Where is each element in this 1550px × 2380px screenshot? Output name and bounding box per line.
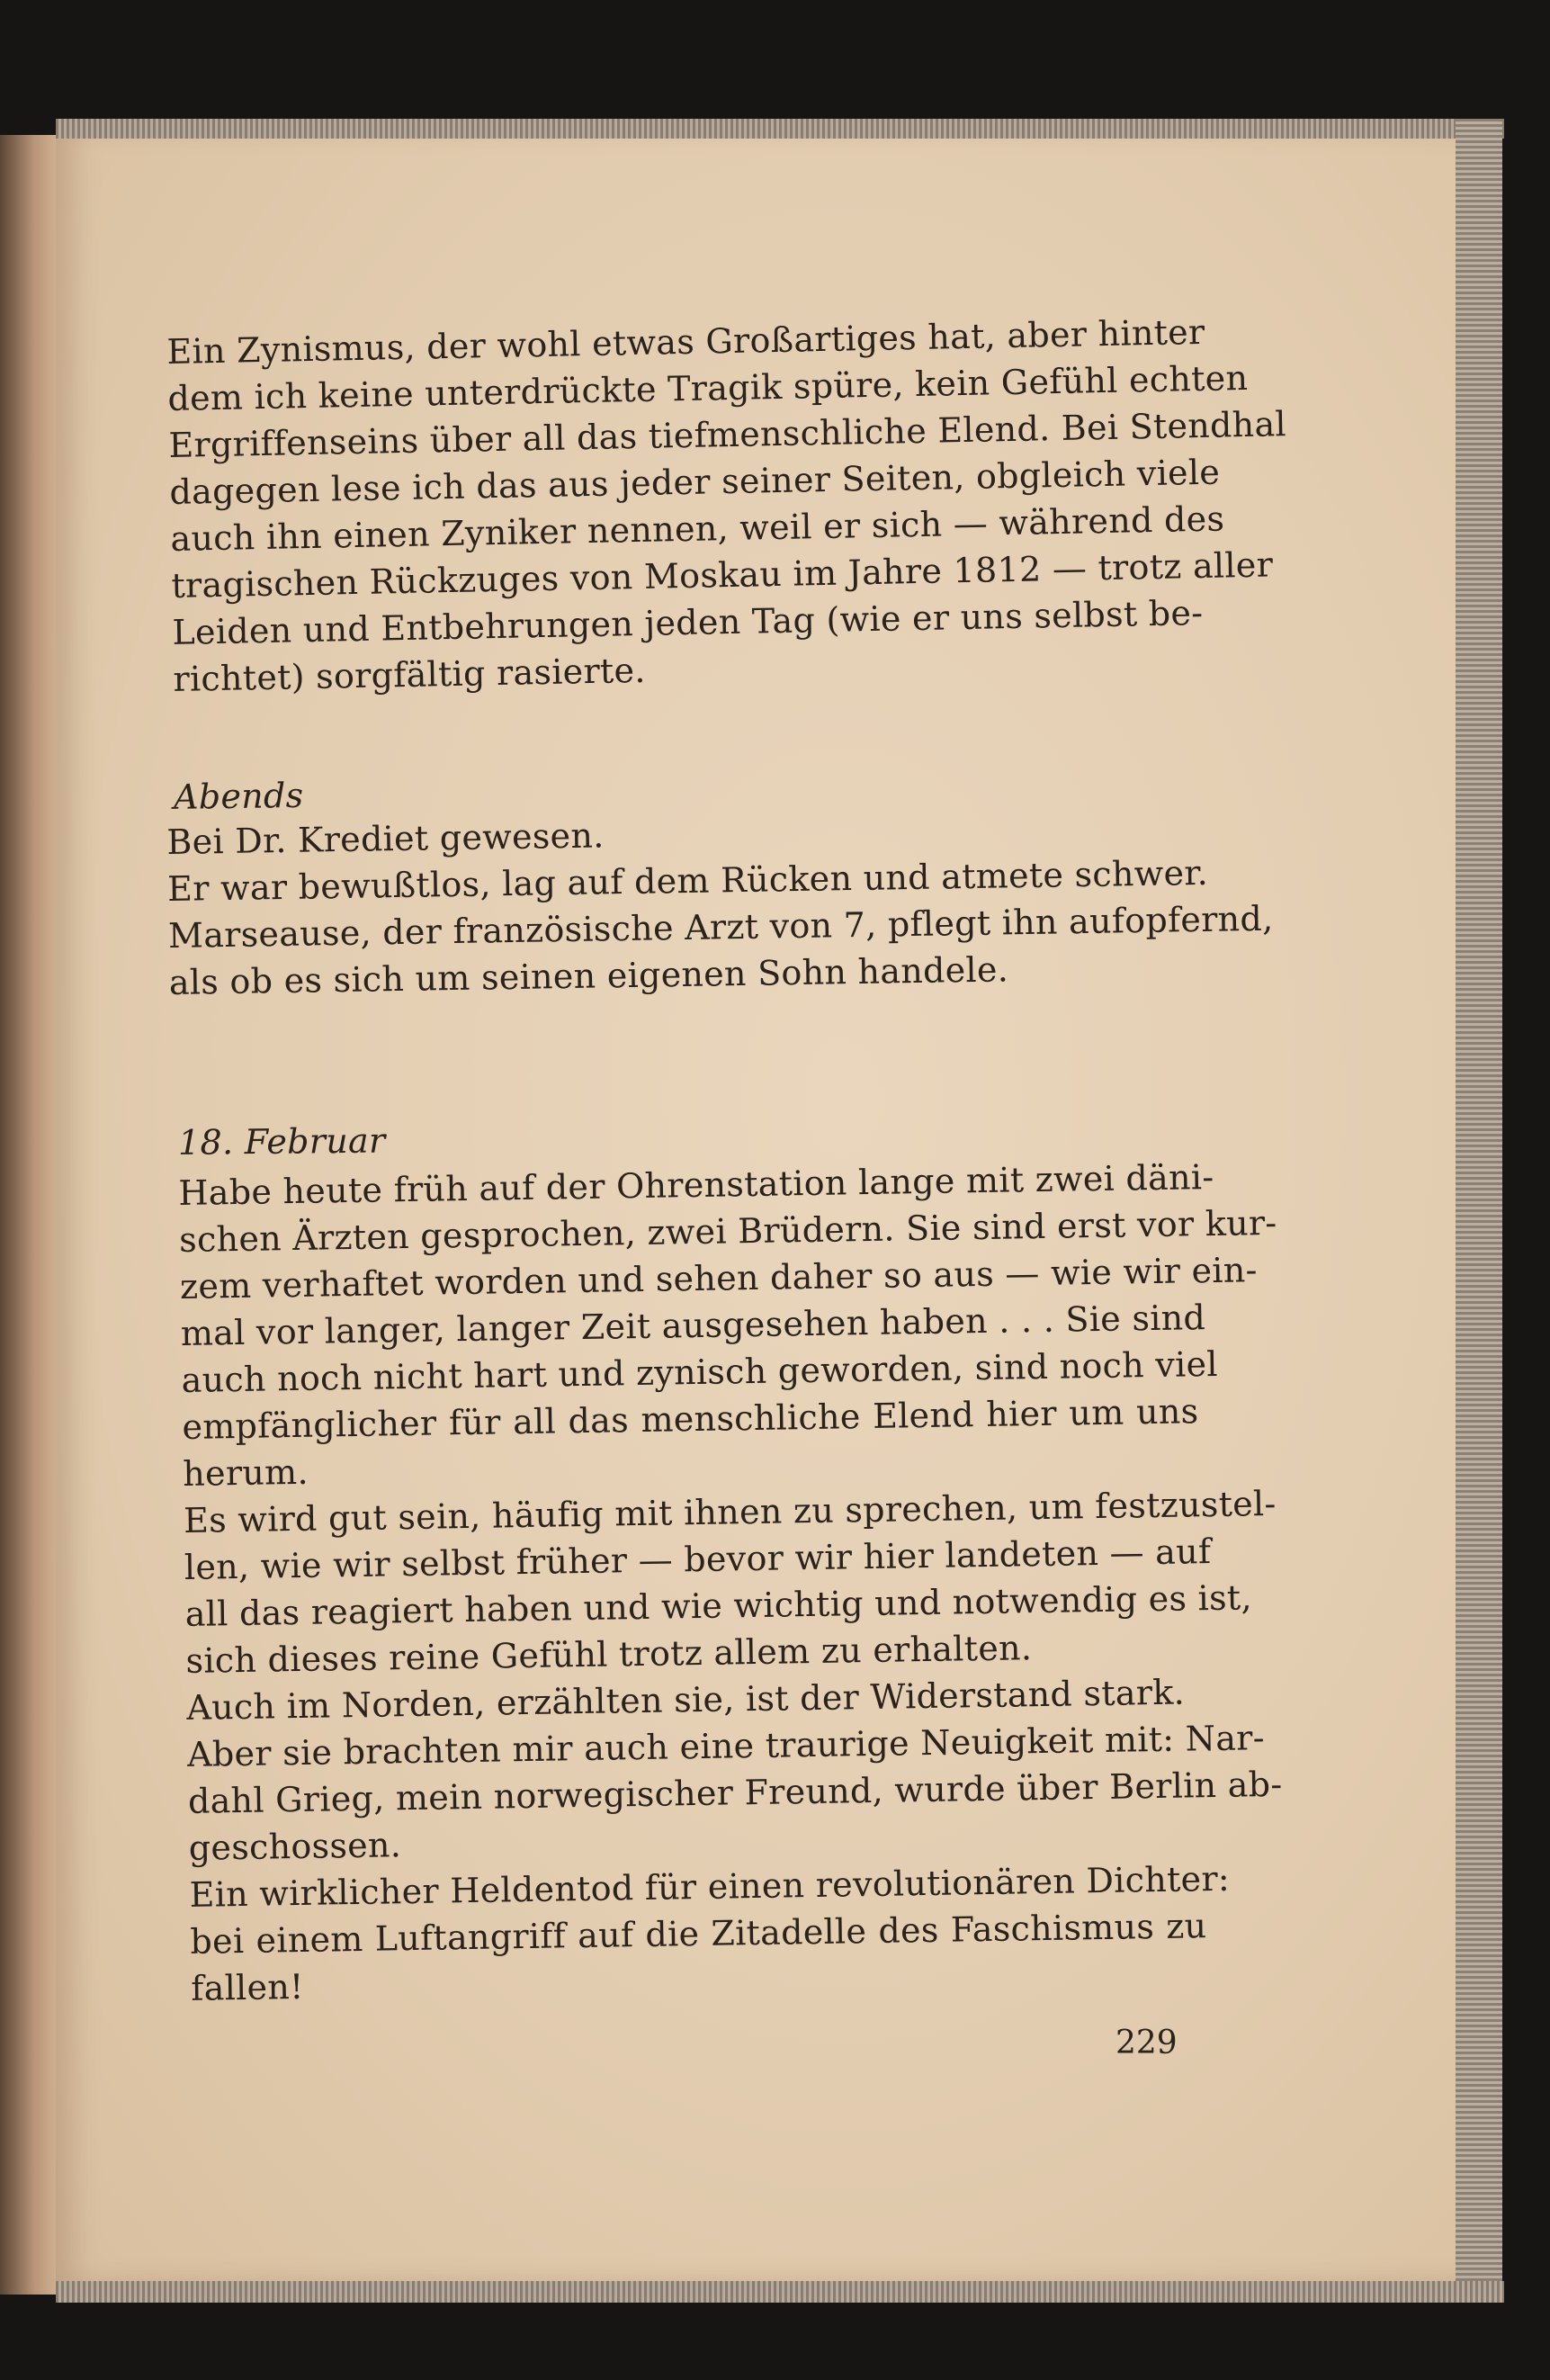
text-line: herum. [182,1451,309,1494]
text-line: Habe heute früh auf der Ohrenstation lange mit zwei däni- [178,1156,1214,1213]
heading-abends: Abends [173,775,304,817]
text-line: schen Ärzten gesprochen, zwei Brüdern. Sie sind erst vor kur- [178,1202,1277,1260]
binding-bottom [56,2281,1504,2303]
paragraph-krediet [166,803,1274,1006]
book-cover-edge [0,135,63,2295]
text-line: tragischen Rückzuges von Moskau im Jahre 1812 — trotz aller [171,544,1274,606]
text-line: Ergriffenseins über all das tiefmenschliche Elend. Bei Stendhal [168,404,1287,465]
binding-top [56,119,1504,139]
text-line: Aber sie brachten mir auch eine traurige Neuigkeit mit: Nar- [186,1718,1266,1774]
text-line: als ob es sich um seinen eigenen Sohn handele. [168,949,1009,1002]
text-line: Ein Zynismus, der wohl etwas Großartiges hat, aber hinter [166,311,1205,372]
text-line: Auch im Norden, erzählten sie, ist der Widerstand stark. [186,1672,1186,1728]
paragraph-danish-doctors [178,1154,1283,2012]
text-line: fallen! [190,1966,304,2008]
text-line: Er war bewußtlos, lag auf dem Rücken und atmete schwer. [166,852,1209,909]
text-line: Es wird gut sein, häufig mit ihnen zu sprechen, um festzustel- [183,1483,1277,1540]
heading-date: 18. Februar [177,1120,386,1163]
text-line: mal vor langer, langer Zeit ausgesehen haben . . . Sie sind [180,1298,1206,1353]
text-line: dagegen lese ich das aus jeder seiner Seiten, obgleich viele [169,452,1221,512]
binding-right [1456,119,1502,2303]
text-line: empfänglicher für all das menschliche Elend hier um uns [182,1391,1199,1447]
text-line: bei einem Luftangriff auf die Zitadelle des Faschismus zu [190,1906,1207,1962]
text-line: len, wie wir selbst früher — bevor wir hier landeten — auf [184,1531,1212,1587]
text-line: Ein wirklicher Heldentod für einen revolutionären Dichter: [189,1858,1231,1915]
text-line: auch ihn einen Zyniker nennen, weil er sich — während des [170,498,1225,559]
text-line: geschossen. [188,1825,402,1868]
text-line: richtet) sorgfältig rasierte. [173,650,647,699]
text-line: zem verhaftet worden und sehen daher so aus — wie wir ein- [179,1250,1259,1307]
text-line: Bei Dr. Krediet gewesen. [166,815,605,862]
text-line: all das reagiert haben und wie wichtig und notwendig es ist, [184,1577,1253,1634]
text-line: auch noch nicht hart und zynisch geworden, sind noch viel [181,1343,1219,1400]
text-line: dahl Grieg, mein norwegischer Freund, wurde über Berlin ab- [187,1764,1283,1821]
page-number: 229 [1115,2025,1178,2061]
text-line: dem ich keine unterdrückte Tragik spüre, kein Gefühl echten [167,357,1249,418]
text-line: sich dieses reine Gefühl trotz allem zu erhalten. [185,1628,1033,1681]
text-line: Marseause, der französische Arzt von 7, pflegt ihn aufopfernd, [167,898,1274,956]
text-line: Leiden und Entbehrungen jeden Tag (wie er uns selbst be- [172,592,1204,652]
paragraph-stendhal [166,309,1287,703]
